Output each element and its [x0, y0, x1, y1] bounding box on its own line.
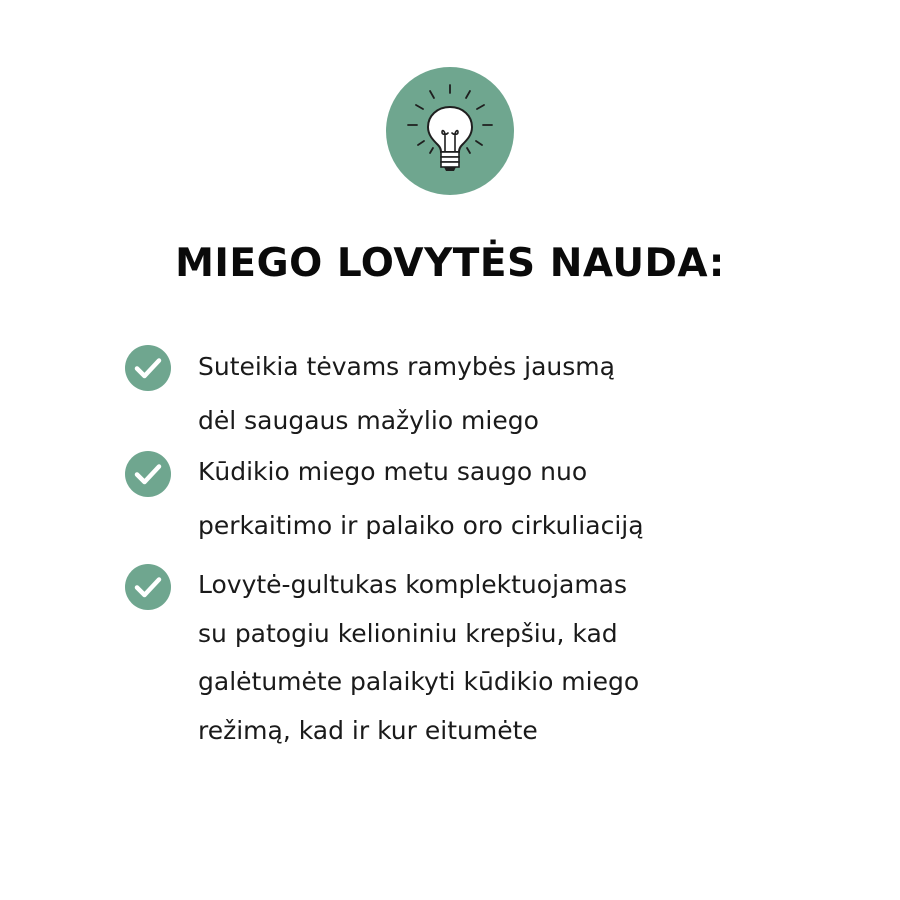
lightbulb-icon	[386, 67, 514, 195]
benefit-text: Lovytė-gultukas komplektuojamas su patogiu kelioniniu krepšiu, kad galėtumėte palaikyti kūdikio miego režimą, kad ir kur eitumėte	[198, 570, 640, 745]
checkmark-icon	[125, 451, 171, 497]
check-badge	[125, 564, 171, 610]
checkmark-icon	[125, 345, 171, 391]
check-badge	[125, 345, 171, 391]
benefit-text: Kūdikio miego metu saugo nuo perkaitimo ir palaiko oro cirkuliaciją	[198, 457, 644, 540]
page-title: MIEGO LOVYTĖS NAUDA:	[175, 241, 725, 286]
checkmark-icon	[125, 564, 171, 610]
benefit-text: Suteikia tėvams ramybės jausmą dėl saugaus mažylio miego	[198, 352, 615, 435]
lightbulb-badge	[386, 67, 514, 195]
check-badge	[125, 451, 171, 497]
